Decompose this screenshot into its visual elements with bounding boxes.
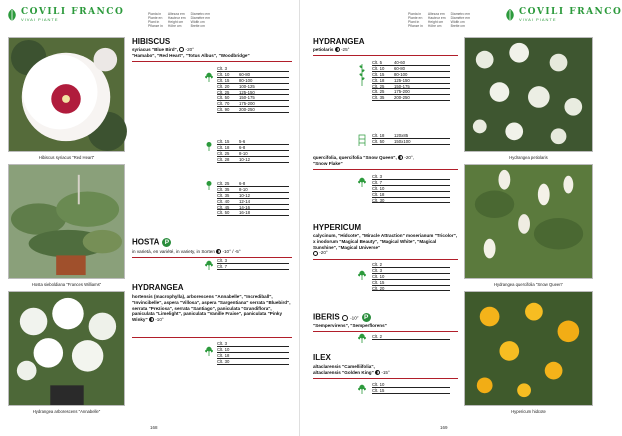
section-title-hibiscus: HIBISCUS [132,37,171,46]
tall-standard-tree-icon [205,181,213,190]
photo-hibiscus [8,37,125,152]
legend-col-height: Altezza em Hauteur em Height cm Höhe cm [167,12,186,28]
standard-tree-icon [205,142,213,151]
table-row: Clt. 90 200-250 [217,107,289,113]
hosta-photo-image [9,165,124,278]
table-row: Clt. 20 [372,286,450,292]
half-shade-icon [335,47,340,52]
perennial-badge: P [162,238,171,247]
section-desc-hydrangea-petiolaris: petiolaris -25° [313,47,350,52]
table-row: Clt. 10 [372,186,450,192]
section-title-ilex: ILEX [313,353,331,362]
table-row: Clt. 50 150x100 [372,139,450,145]
table-row: Clt. 18 125-150 [372,78,450,84]
section-desc-hydrangea: hortensis (macrophylla), arborescens "Annabelle", "Incrediball", "Invincibelle", aspera "Villosa", aspera "Sargentiana" serrata "Bluebird", serrata "Preziosa", serrata "Santiago", paniculata "Grandiflora", paniculata "Limelight", paniculata "Vanille Fraise", paniculata "Pinky Winky" -10° [132,294,291,323]
table-row: Clt. 70 175-200 [217,101,289,107]
table-row: Clt. 5 40-60 [372,60,450,66]
table-row: Clt. 35 200-250 [372,95,450,101]
climbing-plant-icon [358,64,366,86]
hibiscus-photo-image [9,38,124,151]
photo-hosta [8,164,125,279]
table-row: Clt. 50 16-18 [217,210,289,216]
table-row: Clt. 30 [372,198,450,204]
table-row: Clt. 10 60-80 [217,72,289,78]
section-rule [313,331,458,332]
table-row: Clt. 18 120x85 [372,133,450,139]
iberis-size-table [372,334,450,340]
legend-col-plant: Pianta in Plante en Plant in Pflanze in [148,12,163,28]
legend-left [148,12,210,28]
shrub-icon [358,271,366,280]
hydrangea-petiolaris-size-table [372,60,450,101]
section-desc-hypericum: calycinum, "Hidcote", "Miracle Attraction" moserianum "Tricolor", x inodorum "Magical Beauty", "Magical White", "Magical Sunshine", "Magical Universe" -20° [313,233,458,256]
table-row: Clt. 3 [372,268,450,274]
table-row: Clt. 50 150-175 [217,95,289,101]
hydrangea-size-table [217,341,289,365]
table-row: Clt. 15 [372,388,450,394]
table-row: Clt. 45 14-16 [217,205,289,211]
photo-hypericum [464,291,593,406]
table-row: Clt. 25 175-200 [372,89,450,95]
section-title-iberis: IBERIS -10° P [313,313,371,322]
brand-name: COVILI FRANCO [519,7,622,17]
section-desc-iberis: "Sempervirens", "Semperflorens" [313,323,387,328]
hosta-size-table [217,258,289,270]
caption-hosta: Hosta sieboldiana "Frances Williams" [31,282,102,287]
hypericum-size-table [372,262,450,291]
section-rule [313,259,458,260]
table-row: Clt. 2 [372,334,450,340]
table-row: Clt. 10 [372,274,450,280]
hibiscus-size-table-tall-standard [217,181,289,216]
hydrangea-annabelle-photo-image [9,292,124,405]
table-row: Clt. 35 10-12 [217,193,289,199]
table-row: Clt. 10 [217,347,289,353]
table-row: Clt. 3 [217,258,289,264]
table-row: Clt. 35 8-10 [217,187,289,193]
photo-hydrangea-annabelle [8,291,125,406]
section-desc-ilex: altaclarensis "Camelliifolia", altaclarensis "Golden King" -15° [313,364,390,375]
photo-hydrangea-petiolaris [464,37,593,152]
hydrangea-quercifolia-size-table [372,174,450,203]
section-title-hydrangea: HYDRANGEA [132,283,184,292]
legend-col-width: Diametro em Diamètre em Width cm Breite cm [190,12,211,28]
section-desc-hosta: in varietà, en variété, in variety, in Sorten -10° / -5° [132,249,241,254]
hydrangea-quercifolia-photo-image [465,165,592,278]
table-row: Clt. 18 6-8 [217,145,289,151]
brand-name: COVILI FRANCO [21,7,125,17]
legend-right [408,12,470,28]
table-row: Clt. 25 125-150 [217,90,289,96]
table-row: Clt. 20 100-125 [217,84,289,90]
trellis-plant-icon [358,134,366,146]
table-row: Clt. 2 [372,262,450,268]
table-row: Clt. 25 8-10 [217,151,289,157]
table-row: Clt. 10 60-80 [372,66,450,72]
brand-logo [504,8,622,22]
table-row: Clt. 3 [372,174,450,180]
shrub-icon [358,178,366,187]
brand-subtitle: VIVAI PIANTE [519,17,557,22]
table-row: Clt. 25 150-175 [372,84,450,90]
leaf-logo-icon [6,8,18,22]
caption-hydrangea-petiolaris: Hydrangea petiolaris [509,155,548,160]
perennial-badge: P [362,313,371,322]
sun-icon [179,47,184,52]
caption-hydrangea-annabelle: Hydrangea arborescens "Annabelle" [32,409,101,414]
hibiscus-size-table-shrub [217,66,289,113]
table-row: Clt. 28 10-12 [217,157,289,163]
table-row: Clt. 15 80-100 [217,78,289,84]
section-title-hosta: HOSTA P [132,238,171,247]
caption-hypericum: Hypericum hidcote [511,409,546,414]
brand-subtitle: VIVAI PIANTE [21,17,59,22]
table-row: Clt. 10 [372,382,450,388]
table-row: Clt. 18 [217,353,289,359]
legend-col-width: Diametro em Diamètre em Width cm Breite cm [450,12,471,28]
table-row: Clt. 3 [217,341,289,347]
table-row: Clt. 15 [372,280,450,286]
section-rule [132,337,292,338]
section-rule [313,55,458,56]
caption-hydrangea-quercifolia: Hydrangea quercifolia "Snow Queen" [493,282,564,287]
caption-hibiscus: Hibiscus syriacus "Red Heart" [38,155,95,160]
table-row: Clt. 3 [217,66,289,72]
shrub-icon [205,73,213,82]
shrub-icon [205,347,213,356]
photo-hydrangea-quercifolia [464,164,593,279]
section-desc-hibiscus: syriacus "Blue Bird", -20° "Hamabo", "Red Heart", "Totus Albus", "Woodbridge" [132,47,250,58]
leaf-logo-icon [504,8,516,22]
sun-icon [342,315,348,321]
table-row: Clt. 18 [372,192,450,198]
sun-icon [313,251,318,256]
table-row: Clt. 40 12-14 [217,199,289,205]
table-row: Clt. 7 [372,180,450,186]
hibiscus-size-table-standard [217,139,289,163]
left-page [0,0,300,436]
section-title-hydrangea: HYDRANGEA [313,37,365,46]
hydrangea-petiolaris-photo-image [465,38,592,151]
section-rule [313,378,458,379]
legend-col-height: Altezza em Hauteur em Height cm Höhe cm [427,12,446,28]
hypericum-photo-image [465,292,592,405]
section-rule [132,61,292,62]
table-row: Clt. 15 5-6 [217,139,289,145]
hydrangea-petiolaris-trellis-table [372,133,450,145]
half-shade-icon [216,249,221,254]
perennial-icon [205,261,213,270]
table-row: Clt. 7 [217,264,289,270]
ilex-size-table [372,382,450,394]
section-rule [313,169,458,170]
table-row: Clt. 30 [217,359,289,365]
page-number: 169 [440,425,448,430]
table-row: Clt. 25 6-8 [217,181,289,187]
section-title-hypericum: HYPERICUM [313,223,362,232]
table-row: Clt. 15 80-100 [372,72,450,78]
right-page [300,0,622,436]
section-desc-hydrangea-quercifolia: quercifolia, quercifolia "Snow Queen", -20°, "Snow Flake" [313,155,415,166]
perennial-icon [358,334,366,343]
half-shade-icon [375,370,380,375]
half-shade-icon [398,155,403,160]
legend-col-plant: Pianta in Plante en Plant in Pflanze in [408,12,423,28]
brand-logo [6,8,124,22]
half-shade-icon [149,317,154,322]
page-number: 168 [150,425,158,430]
shrub-icon [358,385,366,394]
